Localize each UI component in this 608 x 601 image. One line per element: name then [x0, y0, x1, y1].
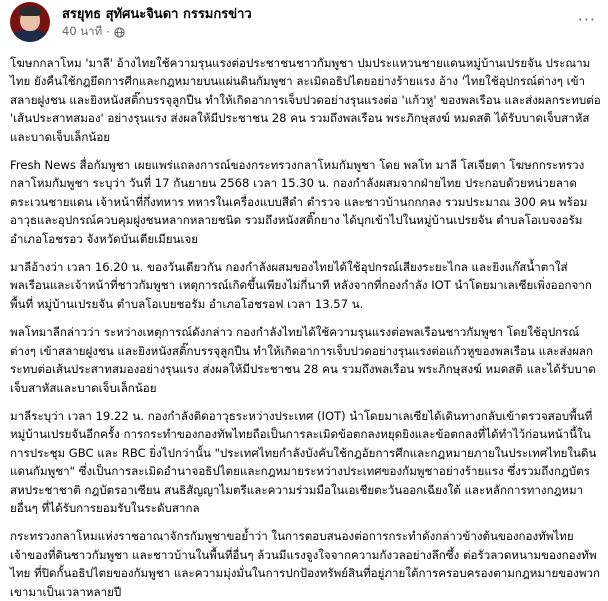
post-time[interactable]: 40 นาที [62, 24, 103, 38]
post-paragraph: มาลีอ้างว่า เวลา 16.20 น. ของวันเดียวกัน กองกำลังผสมของไทยได้ใช้อุปกรณ์เสียงระยะไกล และยิงแก๊สน้ำตาใส่พลเรือนและเจ้าหน้าที่ชาวกัมพูชา เหตุการณ์เกิดขึ้นเพียงไม่กี่นาที หลังจากที่กองกำลัง IOT นำโดยมาเลเซียเพิ่งออกจากพื้นที่ หมู่บ้านเปรยจัน ตำบลโอเบยชอรัม อำเภอโอชรอฟ เวลา 13.57 น. [10, 260, 592, 311]
post-body [10, 54, 602, 601]
post-paragraph: พลโทมาลีกล่าวว่า ระหว่างเหตุการณ์ดังกล่าว กองกำลังไทยได้ใช้ความรุนแรงต่อพลเรือนชาวกัมพูชา โดยใช้อุปกรณ์ต่างๆ เข้าสลายฝูงชน และยิงหนังสติ๊กบรรจุลูกปืน ทำให้เกิดอาการเจ็บปวดอย่างรุนแรงต่อแก้วหูของพลเรือน และส่งผลกระทบต่อเส้นประสาทสมองอย่างรุนแรง ส่งผลให้มีประชาชน 28 คน รวมถึงพลเรือน พระภิกษุสงฆ์ หมดสติ และได้รับบาดเจ็บสาหัสและบาดเจ็บเล็กน้อย [10, 325, 596, 395]
post-paragraph: มาลีระบุว่า เวลา 19.22 น. กองกำลังติดอาวุธระหว่างประเทศ (IOT) นำโดยมาเลเซียได้เดินทางกลับเข้าตรวจสอบพื้นที่หมู่บ้านเปรยจันอีกครั้ง การกระทำของกองทัพไทยถือเป็นการละเมิดข้อตกลงหยุดยิงและข้อตกลงที่ได้ทำไว้ก่อนหน้านี้ในการประชุม GBC และ RBC ยิ่งไปกว่านั้น "ประเทศไทยกำลังบังคับใช้กฎอัยการศึกและกฎหมายภายในประเทศไทยในดินแดนกัมพูชา" ซึ่งเป็นการละเมิดอำนาจอธิปไตยและกฎหมายระหว่างประเทศของกัมพูชาอย่างร้ายแรง ซึ่งรวมถึงกฎบัตรสหประชาชาติ กฎบัตรอาเซียน สนธิสัญญาไมตรีและความร่วมมือในเอเชียตะวันออกเฉียงใต้ และหลักการทางกฎหมายอื่นๆ ที่ได้รับการยอมรับในระดับสากล [10, 408, 597, 515]
avatar[interactable] [10, 2, 50, 42]
post-meta [62, 23, 125, 41]
post-header [10, 0, 600, 44]
author-name[interactable]: สรยุทธ สุทัศนะจินดา กรรมกรข่าว [62, 7, 252, 22]
more-options-icon[interactable]: ··· [577, 10, 596, 29]
post-paragraph: กระทรวงกลาโหมแห่งราชอาณาจักรกัมพูชาขอย้ำว่า ในการตอบสนองต่อการกระทำดังกล่าวข้างต้นของกองทัพไทย เจ้าของที่ดินชาวกัมพูชา และชาวบ้านในพื้นที่อื่นๆ ล้วนมีแรงจูงใจจากความกังวลอย่างลึกซึ้ง ต่อรัวลวดหนามของกองทัพไทย ที่ปิดกั้นอธิปไตยของกัมพูชา และความมุ่งมั่นในการปกป้องทรัพย์สินที่อยู่ภายใต้การครอบครองตามกฎหมายของพวกเขามาเป็นเวลาหลายปี [10, 529, 601, 599]
post-paragraph: Fresh News สื่อกัมพูชา เผยแพร่แถลงการณ์ของกระทรวงกลาโหมกัมพูชา โดย พลโท มาลี โสเจียตา โฆษกกระทรวงกลาโหมกัมพูชา ระบุว่า วันที่ 17 กันยายน 2568 เวลา 15.30 น. กองกำลังผสมจากฝ่ายไทย ประกอบด้วยหน่วยลาดตระเวนชายแดน เจ้าหน้าที่กึ่งทหาร ทหารในเครื่องแบบสีดำ ตำรวจ และชาวบ้านกกกลง รวมประมาณ 300 คน พร้อมอาวุธและอุปกรณ์ควบคุมฝูงชนหลากหลายชนิด รวมถึงหนังสติ๊กยาง ได้บุกเข้าไปในหมู่บ้านเปรยจัน ตำบลโอเบจงอรัม อำเภอโอชรอว จังหวัดบันเตียเมียนเจย [10, 158, 588, 246]
globe-icon [114, 27, 125, 38]
post-paragraph: โฆษกกลาโหม 'มาลี' อ้างไทยใช้ความรุนแรงต่อประชาชนชาวกัมพูชา ปมประแหวนชายแดนหมู่บ้านเปรยจัน ประณามไทย ยังคืนใช้กฎยึดการศีกและกฎหมายบนแผ่นดินกัมพูชา ละเมิดอธิปไตยอย่างร้ายแรง อ้าง 'ไทยใช้อุปกรณ์ต่างๆ เข้าสลายฝูงชน และยิงหนังสติ๊กบรรจุลูกปืน ทำให้เกิดอาการเจ็บปวดอย่างรุนแรงต่อ 'แก้วหู' ของพลเรือน และส่งผลกระทบต่อ 'เส้นประสาทสมอง' อย่างรุนแรง ส่งผลให้มีประชาชน 28 คน รวมถึงพลเรือน พระภิกษุสงฆ์ หมดสติ ได้รับบาดเจ็บสาหัส และบาดเจ็บเล็กน้อย [10, 56, 601, 144]
meta-separator: · [106, 25, 110, 39]
